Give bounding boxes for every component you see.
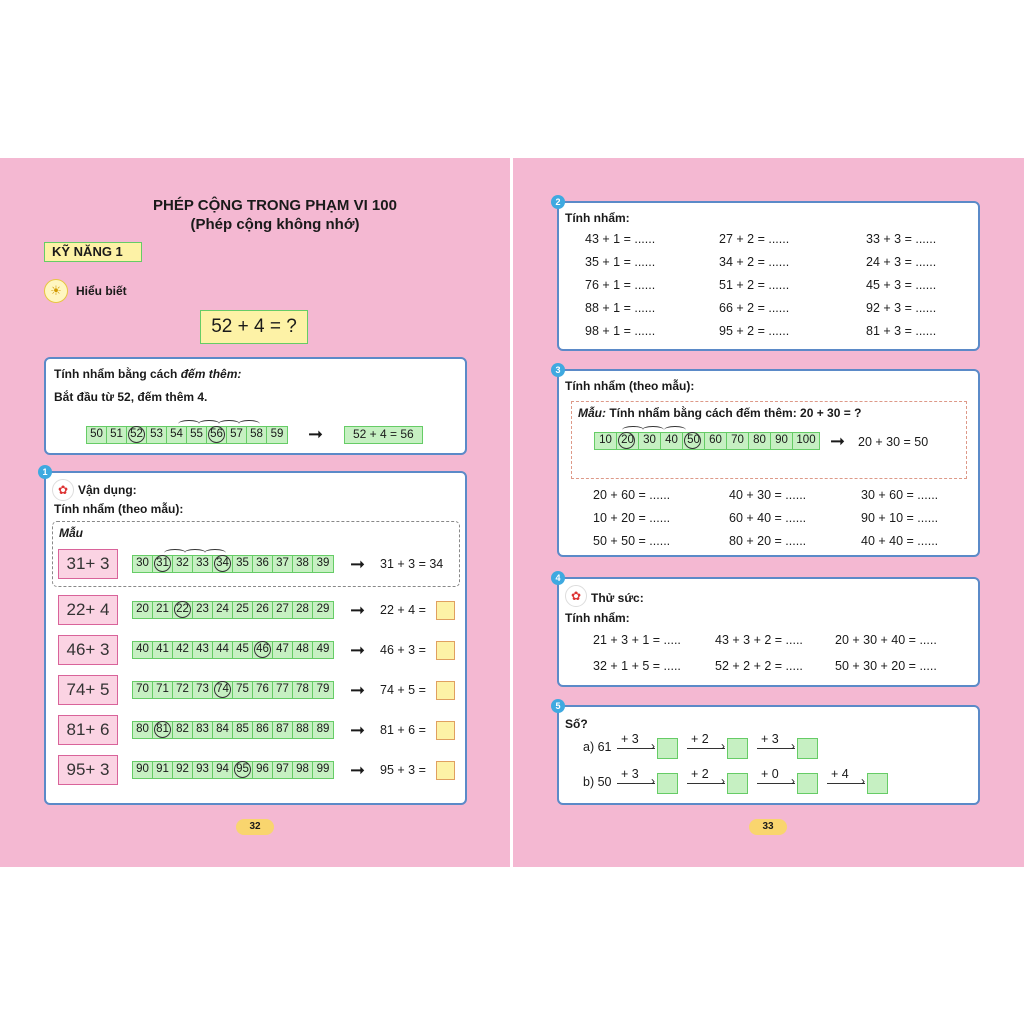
operation-label: + 3 (621, 732, 639, 746)
number-strip (132, 681, 334, 699)
lightbulb-icon: ☀ (44, 279, 68, 303)
strip-cell: 56 (207, 427, 227, 443)
page-subtitle: (Phép cộng không nhớ) (190, 216, 360, 233)
problem: 92 + 3 = ...... (866, 301, 937, 315)
problem: 81 + 3 = ...... (866, 324, 937, 338)
strip-cell: 35 (233, 556, 253, 572)
number-strip (132, 761, 334, 779)
strip-cell: 38 (293, 556, 313, 572)
problem: 24 + 3 = ...... (866, 255, 937, 269)
answer-box[interactable] (797, 773, 818, 794)
answer-box[interactable] (797, 738, 818, 759)
strip-cell: 93 (193, 762, 213, 778)
strip-cell: 50 (87, 427, 107, 443)
question-box: 52 + 4 = ? (200, 310, 308, 344)
answer-box[interactable] (657, 773, 678, 794)
exercise-instruction: Tính nhẩm (theo mẫu): (54, 502, 184, 516)
expression-box: 31+ 3 (58, 549, 118, 579)
row-result: 74 + 5 = (380, 683, 426, 697)
strip-cell: 48 (293, 642, 313, 658)
strip-cell: 54 (167, 427, 187, 443)
strip-cell: 46 (253, 642, 273, 658)
strip-cell: 70 (133, 682, 153, 698)
strip-cell: 83 (193, 722, 213, 738)
exercise-heading: Số? (565, 717, 588, 731)
sample-label: Mẫu (59, 526, 83, 540)
fly-icon: ✿ (565, 585, 587, 607)
problem: 90 + 10 = ...... (861, 511, 939, 525)
strip-cell: 87 (273, 722, 293, 738)
strip-cell: 95 (233, 762, 253, 778)
strip-cell: 31 (153, 556, 173, 572)
exercise-heading: Vận dụng: (78, 483, 137, 497)
problem: 40 + 30 = ...... (729, 488, 807, 502)
strip-cell: 43 (193, 642, 213, 658)
understand-label: Hiểu biết (76, 284, 127, 298)
arrow-right-icon: ➞ (350, 554, 366, 574)
expression-box: 95+ 3 (58, 755, 118, 785)
problem: 51 + 2 = ...... (719, 278, 790, 292)
problem: 34 + 2 = ...... (719, 255, 790, 269)
strip-cell: 79 (316, 683, 330, 695)
problem: 80 + 20 = ...... (729, 534, 807, 548)
strip-cell: 96 (253, 762, 273, 778)
strip-cell: 59 (270, 428, 284, 440)
number-strip (132, 641, 334, 659)
arrow-right-icon: ➞ (830, 431, 846, 451)
strip-cell: 86 (253, 722, 273, 738)
strip-cell: 26 (253, 602, 273, 618)
strip-cell: 47 (273, 642, 293, 658)
exercise-heading: Tính nhẩm (theo mẫu): (565, 379, 695, 393)
answer-box[interactable] (436, 641, 455, 660)
exercise-number: 5 (551, 699, 565, 713)
expression-box: 22+ 4 (58, 595, 118, 625)
arrow-right-icon: › (721, 739, 725, 753)
exercise-number: 2 (551, 195, 565, 209)
arrow-right-icon: ➞ (308, 424, 324, 444)
strip-cell: 72 (173, 682, 193, 698)
row-result: 95 + 3 = (380, 763, 426, 777)
strip-cell: 28 (293, 602, 313, 618)
intro-text-b: đếm thêm: (180, 367, 242, 381)
arrow-right-icon: ➞ (350, 680, 366, 700)
problem: 98 + 1 = ...... (585, 324, 656, 338)
strip-cell: 32 (173, 556, 193, 572)
problem: 20 + 30 + 40 = ..... (835, 633, 937, 647)
strip-cell: 21 (153, 602, 173, 618)
exercise-4 (555, 573, 980, 687)
strip-cell: 36 (253, 556, 273, 572)
strip-cell: 27 (273, 602, 293, 618)
page-number: 33 (749, 819, 787, 835)
intro-box (44, 357, 467, 455)
strip-cell: 88 (293, 722, 313, 738)
number-strip (132, 601, 334, 619)
strip-cell: 60 (705, 433, 727, 449)
strip-cell: 10 (595, 433, 617, 449)
page-number: 32 (236, 819, 274, 835)
sample-box (571, 401, 967, 479)
problem: 95 + 2 = ...... (719, 324, 790, 338)
row-result: 22 + 4 = (380, 603, 426, 617)
answer-box[interactable] (657, 738, 678, 759)
right-page (513, 158, 1024, 867)
strip-cell: 40 (661, 433, 683, 449)
strip-cell: 76 (253, 682, 273, 698)
strip-cell: 41 (153, 642, 173, 658)
problem: 32 + 1 + 5 = ..... (593, 659, 681, 673)
strip-cell: 24 (213, 602, 233, 618)
problem: 52 + 2 + 2 = ..... (715, 659, 803, 673)
strip-cell: 74 (213, 682, 233, 698)
left-page (0, 158, 510, 867)
problem: 33 + 3 = ...... (866, 232, 937, 246)
operation-label: + 0 (761, 767, 779, 781)
arrow-right-icon: › (861, 774, 865, 788)
strip-cell: 84 (213, 722, 233, 738)
operation-label: + 2 (691, 767, 709, 781)
strip-cell: 89 (316, 723, 330, 735)
strip-cell: 70 (727, 433, 749, 449)
strip-cell: 20 (617, 433, 639, 449)
strip-cell: 53 (147, 427, 167, 443)
exercise-instruction: Tính nhẩm: (565, 611, 630, 625)
strip-cell: 99 (316, 763, 330, 775)
number-strip (132, 555, 334, 573)
strip-cell: 30 (639, 433, 661, 449)
strip-cell: 52 (127, 427, 147, 443)
problem: 27 + 2 = ...... (719, 232, 790, 246)
strip-cell: 98 (293, 762, 313, 778)
exercise-3 (555, 365, 980, 557)
problem: 43 + 1 = ...... (585, 232, 656, 246)
exercise-2 (555, 197, 980, 351)
arrow-right-icon: › (791, 739, 795, 753)
row-result: 46 + 3 = (380, 643, 426, 657)
exercise-heading: Thử sức: (591, 591, 644, 605)
strip-cell: 25 (233, 602, 253, 618)
strip-cell: 97 (273, 762, 293, 778)
strip-cell: 85 (233, 722, 253, 738)
sample-result: 20 + 30 = 50 (858, 435, 929, 449)
problem: 10 + 20 = ...... (593, 511, 671, 525)
answer-box[interactable] (867, 773, 888, 794)
sample-text: Tính nhẩm bằng cách đếm thêm: 20 + 30 = ? (606, 406, 862, 420)
strip-cell: 90 (771, 433, 793, 449)
answer-box[interactable] (436, 761, 455, 780)
arrow-right-icon: › (721, 774, 725, 788)
problem: 20 + 60 = ...... (593, 488, 671, 502)
strip-cell: 33 (193, 556, 213, 572)
arrow-right-icon: › (651, 774, 655, 788)
strip-cell: 92 (173, 762, 193, 778)
problem: 88 + 1 = ...... (585, 301, 656, 315)
strip-cell: 73 (193, 682, 213, 698)
exercise-5 (555, 701, 980, 805)
number-strip (86, 426, 288, 444)
strip-cell: 90 (133, 762, 153, 778)
answer-box[interactable] (436, 681, 455, 700)
strip-cell: 40 (133, 642, 153, 658)
page-title: PHÉP CỘNG TRONG PHẠM VI 100 (153, 197, 397, 214)
strip-cell: 80 (749, 433, 771, 449)
arrow-right-icon: ➞ (350, 640, 366, 660)
strip-cell: 42 (173, 642, 193, 658)
strip-cell: 100 (796, 434, 816, 446)
exercise-heading: Tính nhẩm: (565, 211, 630, 225)
problem: 76 + 1 = ...... (585, 278, 656, 292)
answer-box[interactable] (436, 601, 455, 620)
strip-cell: 34 (213, 556, 233, 572)
strip-cell: 22 (173, 602, 193, 618)
problem: 30 + 60 = ...... (861, 488, 939, 502)
exercise-number: 3 (551, 363, 565, 377)
strip-cell: 81 (153, 722, 173, 738)
intro-result: 52 + 4 = 56 (344, 426, 423, 444)
problem: 40 + 40 = ...... (861, 534, 939, 548)
strip-cell: 23 (193, 602, 213, 618)
operation-label: + 3 (621, 767, 639, 781)
strip-cell: 82 (173, 722, 193, 738)
answer-box[interactable] (727, 738, 748, 759)
problem: 50 + 30 + 20 = ..... (835, 659, 937, 673)
exercise-1 (42, 467, 467, 805)
row-result: 31 + 3 = 34 (380, 557, 444, 571)
strip-cell: 37 (273, 556, 293, 572)
strip-cell: 30 (133, 556, 153, 572)
arrow-right-icon: › (791, 774, 795, 788)
operation-label: + 3 (761, 732, 779, 746)
strip-cell: 45 (233, 642, 253, 658)
problem: 45 + 3 = ...... (866, 278, 937, 292)
problem: 66 + 2 = ...... (719, 301, 790, 315)
number-strip (132, 721, 334, 739)
strip-cell: 71 (153, 682, 173, 698)
problem: 21 + 3 + 1 = ..... (593, 633, 681, 647)
strip-cell: 50 (683, 433, 705, 449)
strip-cell: 75 (233, 682, 253, 698)
fly-icon: ✿ (52, 479, 74, 501)
strip-cell: 29 (316, 603, 330, 615)
strip-cell: 55 (187, 427, 207, 443)
chain-a-label: a) 61 (583, 740, 612, 754)
sample-label: Mẫu: (578, 406, 606, 420)
expression-box: 81+ 6 (58, 715, 118, 745)
strip-cell: 51 (107, 427, 127, 443)
strip-cell: 58 (247, 427, 267, 443)
strip-cell: 91 (153, 762, 173, 778)
strip-cell: 80 (133, 722, 153, 738)
answer-box[interactable] (436, 721, 455, 740)
expression-box: 74+ 5 (58, 675, 118, 705)
problem: 43 + 3 + 2 = ..... (715, 633, 803, 647)
operation-label: + 4 (831, 767, 849, 781)
arrow-right-icon: ➞ (350, 600, 366, 620)
exercise-number: 1 (38, 465, 52, 479)
answer-box[interactable] (727, 773, 748, 794)
strip-cell: 44 (213, 642, 233, 658)
skill-label: KỸ NĂNG 1 (44, 242, 142, 262)
strip-cell: 57 (227, 427, 247, 443)
operation-label: + 2 (691, 732, 709, 746)
strip-cell: 20 (133, 602, 153, 618)
strip-cell: 39 (316, 557, 330, 569)
chain-b-label: b) 50 (583, 775, 612, 789)
arrow-right-icon: ➞ (350, 760, 366, 780)
problem: 60 + 40 = ...... (729, 511, 807, 525)
number-strip (594, 432, 820, 450)
strip-cell: 77 (273, 682, 293, 698)
expression-box: 46+ 3 (58, 635, 118, 665)
problem: 50 + 50 = ...... (593, 534, 671, 548)
intro-text-2: Bắt đầu từ 52, đếm thêm 4. (54, 390, 208, 404)
row-result: 81 + 6 = (380, 723, 426, 737)
strip-cell: 49 (316, 643, 330, 655)
problem: 35 + 1 = ...... (585, 255, 656, 269)
strip-cell: 94 (213, 762, 233, 778)
exercise-number: 4 (551, 571, 565, 585)
strip-cell: 78 (293, 682, 313, 698)
intro-text-a: Tính nhẩm bằng cách (54, 367, 181, 381)
arrow-right-icon: ➞ (350, 720, 366, 740)
arrow-right-icon: › (651, 739, 655, 753)
